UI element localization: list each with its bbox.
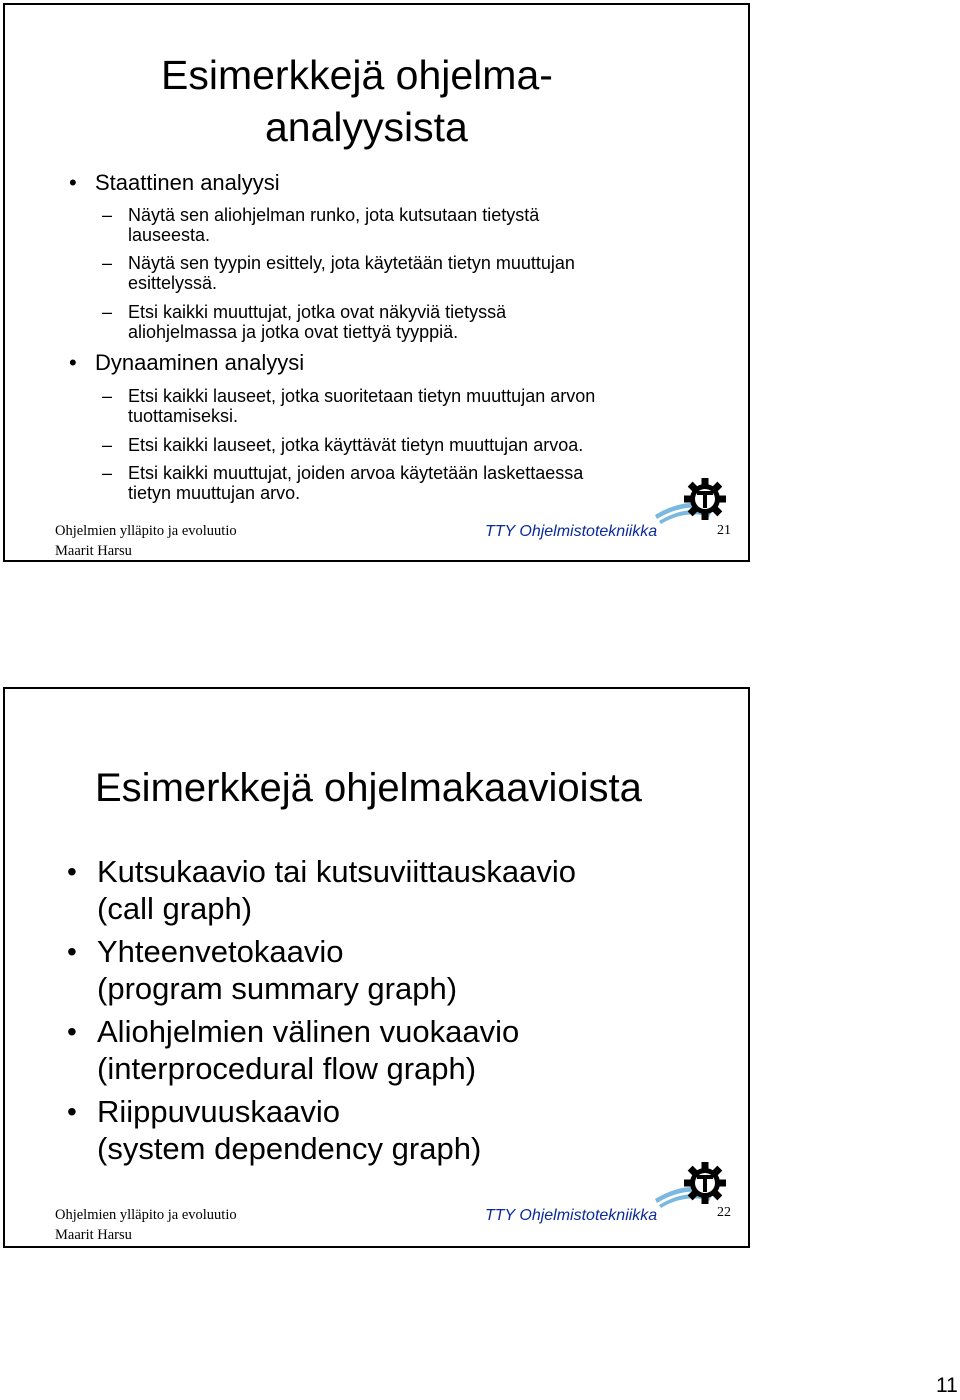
sub-bullet-line: esittelyssä. [128,273,218,293]
bullet-line: • Aliohjelmien välinen vuokaavio [97,1014,520,1049]
sub-bullet-line: – Etsi kaikki lauseet, jotka käyttävät tietyn muuttujan arvoa. [128,435,584,455]
sub-bullet [128,386,688,426]
bullet-system-dependency-graph [97,1093,481,1167]
sub-bullet-line: – Näytä sen aliohjelman runko, jota kutsutaan tietystä [128,205,540,225]
sub-bullet [128,253,688,293]
bullet-interprocedural-flow-graph [97,1013,519,1087]
footer-department: TTY Ohjelmistotekniikka [485,1207,658,1224]
bullet-line: (system dependency graph) [97,1131,482,1166]
slide-title: Esimerkkejä ohjelmakaavioista [95,766,642,810]
sub-bullet [128,302,688,342]
bullet-line: (interprocedural flow graph) [97,1051,477,1086]
footer-course-author [55,1205,237,1245]
sub-bullet [128,463,688,503]
gear-logo-icon [655,1161,729,1209]
bullet-call-graph [97,853,576,927]
footer-course: Ohjelmien ylläpito ja evoluutio [55,1207,237,1223]
sub-bullet-line: aliohjelmassa ja jotka ovat tiettyä tyyppiä. [128,322,459,342]
sub-bullet-line: – Etsi kaikki muuttujat, joiden arvoa käytetään laskettaessa [128,463,584,483]
bullet-line: (call graph) [97,891,253,926]
bullet-dynamic-analysis: • Dynaaminen analyysi [95,350,304,376]
slide-title [5,49,748,153]
footer-course: Ohjelmien ylläpito ja evoluutio [55,523,237,539]
sub-bullet-line: tietyn muuttujan arvo. [128,483,301,503]
slide-22 [3,687,750,1248]
footer-course-author [55,521,237,561]
slide-title-line-1: Esimerkkejä ohjelma- [161,52,553,98]
sub-bullet-line: tuottamiseksi. [128,406,239,426]
footer-author: Maarit Harsu [55,543,132,559]
sub-bullet-line: – Etsi kaikki lauseet, jotka suoritetaan tietyn muuttujan arvon [128,386,596,406]
slide-21 [3,3,750,562]
slide-number: 22 [717,1205,731,1220]
sub-bullet [128,435,688,455]
slide-number: 21 [717,523,731,538]
sub-bullet-line: lauseesta. [128,225,211,245]
sub-bullet [128,205,688,245]
bullet-line: (program summary graph) [97,971,458,1006]
bullet-line: • Kutsukaavio tai kutsuviittauskaavio [97,854,577,889]
gear-logo-icon [655,477,729,525]
sub-bullet-line: – Näytä sen tyypin esittely, jota käytetään tietyn muuttujan [128,253,575,273]
bullet-line: • Yhteenvetokaavio [97,934,344,969]
bullet-static-analysis: • Staattinen analyysi [95,170,280,196]
bullet-line: • Riippuvuuskaavio [97,1094,340,1129]
sub-bullet-line: – Etsi kaikki muuttujat, jotka ovat näkyviä tietyssä [128,302,507,322]
footer-department: TTY Ohjelmistotekniikka [485,523,658,540]
page-number: 11 [936,1374,958,1397]
slide-title-line-2: analyysista [265,104,468,150]
bullet-program-summary-graph [97,933,457,1007]
footer-author: Maarit Harsu [55,1227,132,1243]
